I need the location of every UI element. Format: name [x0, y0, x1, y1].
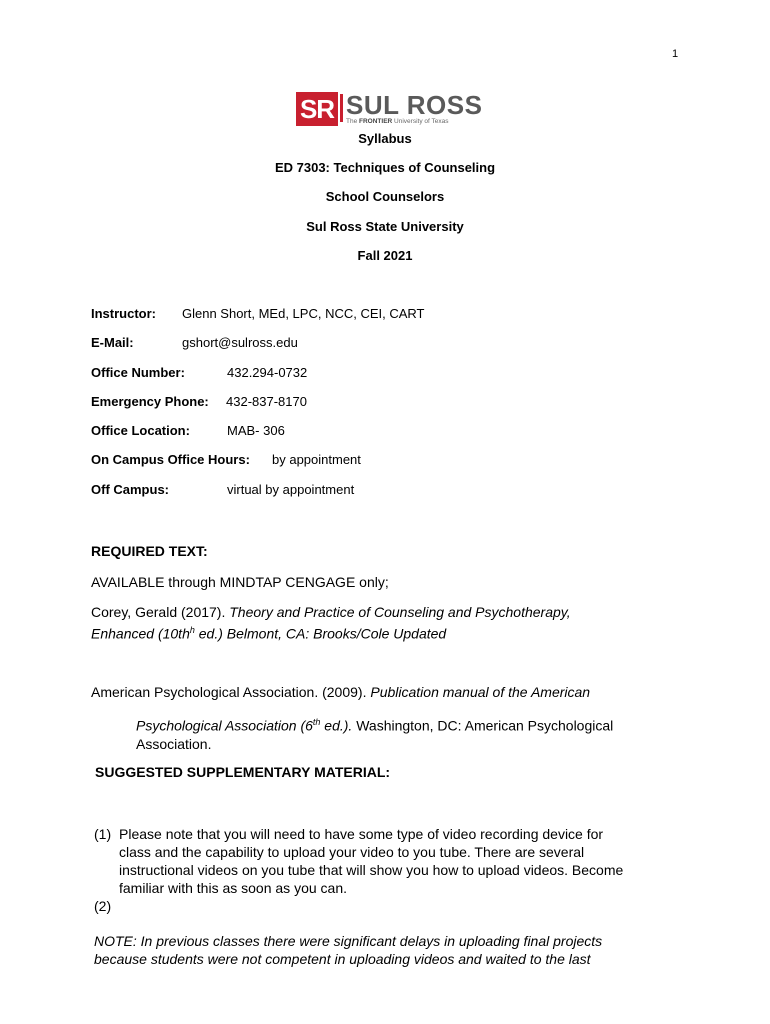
note-paragraph: NOTE: In previous classes there were significant delays in uploading final projects because students were not competent in uploading videos and waited to the last: [94, 933, 603, 967]
emergency-phone-label: Emergency Phone:: [91, 394, 209, 409]
instructor-value: Glenn Short, MEd, LPC, NCC, CEI, CART: [182, 306, 425, 321]
emergency-phone-value: 432-837-8170: [226, 394, 307, 409]
email-label: E-Mail:: [91, 335, 134, 350]
availability-note: AVAILABLE through MINDTAP CENGAGE only;: [91, 574, 389, 590]
university-name: Sul Ross State University: [306, 219, 464, 234]
off-campus-label: Off Campus:: [91, 482, 169, 497]
page-number: 1: [672, 48, 679, 60]
list-item-1-number: (1): [94, 826, 112, 842]
office-number-value: 432.294-0732: [227, 365, 308, 380]
email-value: gshort@sulross.edu: [182, 335, 298, 350]
office-hours-label: On Campus Office Hours:: [91, 452, 250, 467]
course-title: ED 7303: Techniques of Counseling: [274, 160, 496, 175]
term: Fall 2021: [357, 248, 413, 263]
logo-tagline: The FRONTIER University of Texas: [346, 118, 449, 125]
apa-citation-line1: American Psychological Association. (2009). Publication manual of the American: [91, 684, 591, 700]
office-location-value: MAB- 306: [227, 423, 285, 438]
office-hours-value: by appointment: [272, 452, 361, 467]
logo-name: SUL ROSS: [346, 90, 483, 120]
instructor-label: Instructor:: [91, 306, 156, 321]
required-text-heading: REQUIRED TEXT:: [91, 543, 208, 559]
corey-citation: Corey, Gerald (2017). Theory and Practice of Counseling and Psychotherapy, Enhanced ($10th^h$ ed.) Belmont, CA: Brooks/Cole Updated: [91, 604, 571, 642]
office-location-label: Office Location:: [91, 423, 190, 438]
doc-type: Syllabus: [358, 131, 412, 146]
list-item-2-number: (2): [94, 898, 112, 914]
supplementary-heading: SUGGESTED SUPPLEMENTARY MATERIAL:: [95, 764, 391, 780]
logo-mark-text: SR: [299, 94, 335, 124]
apa-citation-line2: Psychological Association (6th ed.). Washington, DC: American Psychological Association.: [136, 717, 614, 752]
logo-divider: [340, 94, 343, 122]
office-number-label: Office Number:: [91, 365, 185, 380]
university-logo: [296, 90, 483, 128]
list-item-1-text: Please note that you will need to have some type of video recording device for class and the capability to upload your video to you tube. There are several instructional videos on you tube that will show you how to upload videos. Become familiar with this as soon as you can.: [119, 826, 624, 896]
off-campus-value: virtual by appointment: [227, 482, 355, 497]
program-name: School Counselors: [325, 189, 445, 204]
